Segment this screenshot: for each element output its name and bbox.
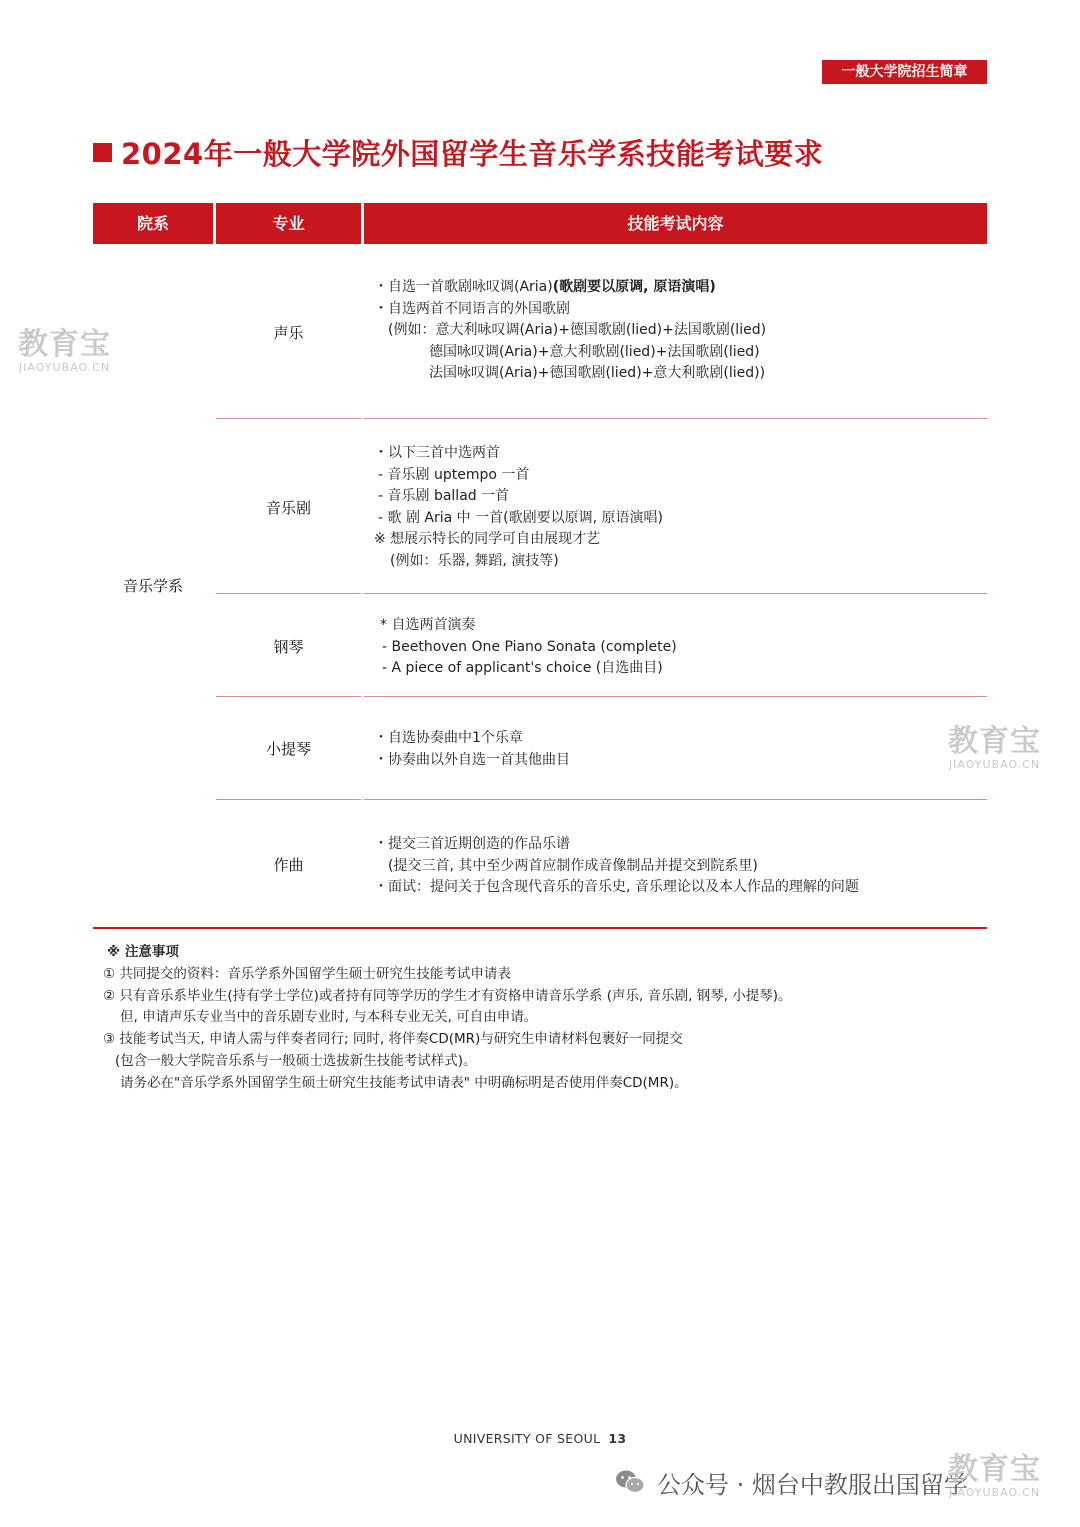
page-footer [0,1431,1080,1446]
row-divider [364,799,987,800]
major-composition: 作曲 [273,856,304,874]
row-divider [364,593,987,594]
column-header-department: 院系 [93,203,213,244]
content-vocal [374,277,766,385]
major-violin: 小提琴 [265,740,311,758]
content-line: - 音乐剧 ballad 一首 [378,488,510,504]
content-line: - 音乐剧 uptempo 一首 [378,466,530,483]
content-line: ※ 想展示特长的同学可自由展现才艺 [374,531,601,547]
row-divider [216,418,361,419]
row-divider [216,696,361,697]
row-divider [364,696,987,697]
row-divider [364,418,987,419]
wechat-text: 公众号 · 烟台中教服出国留学 [657,1470,968,1499]
page-number: 13 [608,1431,627,1446]
content-line: - Beethoven One Piano Sonata (complete) [382,638,677,655]
notes-section [103,942,792,1095]
watermark-logo: 教育宝 JIAOYUBAO.CN [948,1452,1041,1499]
content-musical [374,443,663,572]
content-composition [374,834,859,899]
notes-heading: ※ 注意事项 [107,944,179,960]
note-line: ② 只有音乐系毕业生(持有学士学位)或者持有同等学历的学生才有资格申请音乐学系 (声乐, 音乐剧, 钢琴, 小提琴)。 [103,987,792,1004]
content-line: ・提交三首近期创造的作品乐谱 [374,836,570,852]
content-line: (例如：意大利咏叹调(Aria)+德国歌剧(lied)+法国歌剧(lied) [388,322,767,338]
content-piano [374,615,677,680]
table-bottom-border [93,927,987,929]
department-cell: 音乐学系 [122,577,183,595]
content-line: ・面试：提问关于包含现代音乐的音乐史, 音乐理论以及本人作品的理解的问题 [374,879,859,895]
content-line: (例如：乐器, 舞蹈, 演技等) [390,552,559,569]
content-line: 法国咏叹调(Aria)+德国歌剧(lied)+意大利歌剧(lied)) [429,365,766,381]
note-line: 请务必在"音乐学系外国留学生硕士研究生技能考试申请表" 中明确标明是否使用伴奏CD(MR)。 [120,1074,688,1091]
note-line: ③ 技能考试当天, 申请人需与伴奏者同行; 同时, 将伴奏CD(MR)与研究生申请材料包裹好一同提交 [103,1031,683,1048]
content-line: ・自选协奏曲中1个乐章 [374,730,523,746]
content-line: ・协奏曲以外自选一首其他曲目 [374,751,570,768]
row-divider [216,593,361,594]
content-line: - A piece of applicant's choice (自选曲目) [382,660,663,676]
major-vocal: 声乐 [273,324,304,342]
major-musical: 音乐剧 [265,499,311,517]
watermark-logo: 教育宝 JIAOYUBAO.CN [18,327,111,374]
content-line: ・以下三首中选两首 [374,445,500,461]
note-line: ① 共同提交的资料：音乐学系外国留学生硕士研究生技能考试申请表 [103,965,511,982]
content-line: ・自选两首不同语言的外国歌剧 [374,300,570,317]
content-line: 德国咏叹调(Aria)+意大利歌剧(lied)+法国歌剧(lied) [429,343,760,360]
content-line: ・自选一首歌剧咏叹调(Aria)(歌剧要以原调, 原语演唱) [374,279,716,295]
content-line: - 歌 剧 Aria 中 一首(歌剧要以原调, 原语演唱) [378,509,663,526]
column-header-major: 专业 [216,203,361,244]
wechat-label [615,1462,968,1502]
header-badge: 一般大学院招生简章 [822,60,987,84]
title-square-icon [93,143,112,162]
note-line: 但, 申请声乐专业当中的音乐剧专业时, 与本科专业无关, 可自由申请。 [120,1009,538,1026]
major-piano: 钢琴 [273,638,304,656]
content-line: * 自选两首演奏 [380,617,476,633]
wechat-icon [615,1469,645,1495]
content-violin [374,728,570,771]
table-header [93,203,987,244]
page-title-text: 2024年一般大学院外国留学生音乐学系技能考试要求 [121,136,824,171]
note-line: (包含一般大学院音乐系与一般硕士选拔新生技能考试样式)。 [115,1052,477,1069]
watermark-logo: 教育宝 JIAOYUBAO.CN [948,724,1041,771]
page-title [93,130,823,174]
footer-university: UNIVERSITY OF SEOUL [453,1431,601,1446]
row-divider [216,799,361,800]
column-header-content: 技能考试内容 [364,203,987,244]
content-line: (提交三首, 其中至少两首应制作成音像制品并提交到院系里) [388,857,758,874]
